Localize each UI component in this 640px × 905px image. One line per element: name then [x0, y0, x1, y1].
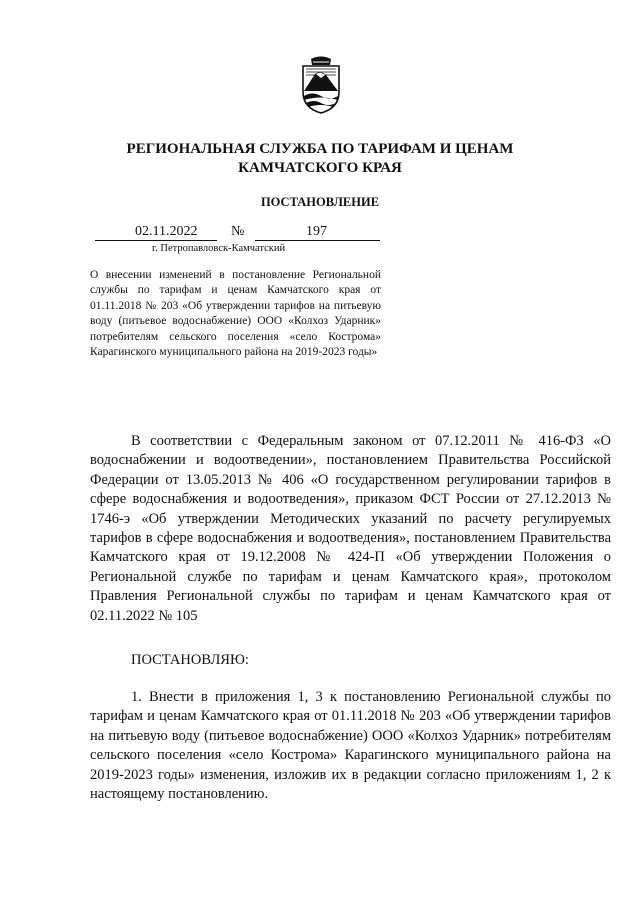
kamchatka-coat-of-arms-icon	[299, 56, 343, 114]
document-date: 02.11.2022	[135, 224, 198, 239]
organization-title-line2: КАМЧАТСКОГО КРАЯ	[238, 160, 402, 176]
item-1-paragraph: 1. Внести в приложения 1, 3 к постановлению Региональной службы по тарифам и ценам Камчатского края от 01.11.2018 № 203 «Об утверждении тарифов на питьевую воду (питьевое водоснабжение) ООО «Колхоз Ударник» потребителям сельского поселения «село Кострома» Карагинского муниципального района на 2019-2023 годы» изменения, изложив их в редакции согласно приложениям 1, 2 к настоящему постановлению.	[90, 689, 611, 803]
document-city: г. Петропавловск-Камчатский	[152, 243, 286, 254]
number-underline	[255, 240, 380, 241]
document-subject: О внесении изменений в постановление Региональной службы по тарифам и ценам Камчатского края от 01.11.2018 № 203 «Об утверждении тарифов на питьевую воду (питьевое водоснабжение) ООО «Колхоз Ударник» потребителям сельского поселения «село Кострома» Карагинского муниципального района на 2019-2023 годы»	[90, 269, 381, 359]
document-number: 197	[306, 224, 327, 239]
organization-title-line1: РЕГИОНАЛЬНАЯ СЛУЖБА ПО ТАРИФАМ И ЦЕНАМ	[126, 141, 514, 157]
preamble-paragraph: В соответствии с Федеральным законом от 07.12.2011 № 416-ФЗ «О водоснабжении и водоотведении», постановлением Правительства Российской Федерации от 13.05.2013 № 406 «О государственном регулировании тарифов в сфере водоснабжения и водоотведения», приказом ФСТ России от 27.12.2013 № 1746-э «Об утверждении Методических указаний по расчету регулируемых тарифов в сфере водоснабжения и водоотведения», постановлением Правительства Камчатского края от 19.12.2008 № 424-П «Об утверждении Положения о Региональной службе по тарифам и ценам Камчатского края», протоколом Правления Региональной службы по тарифам и ценам Камчатского края от 02.11.2022 № 105	[90, 433, 611, 624]
decree-heading: ПОСТАНОВЛЯЮ:	[131, 652, 249, 668]
number-sign: №	[231, 224, 245, 239]
date-number-row	[95, 224, 380, 242]
document-type: ПОСТАНОВЛЕНИЕ	[260, 195, 380, 209]
date-underline	[95, 240, 217, 241]
organization-title	[60, 140, 580, 178]
